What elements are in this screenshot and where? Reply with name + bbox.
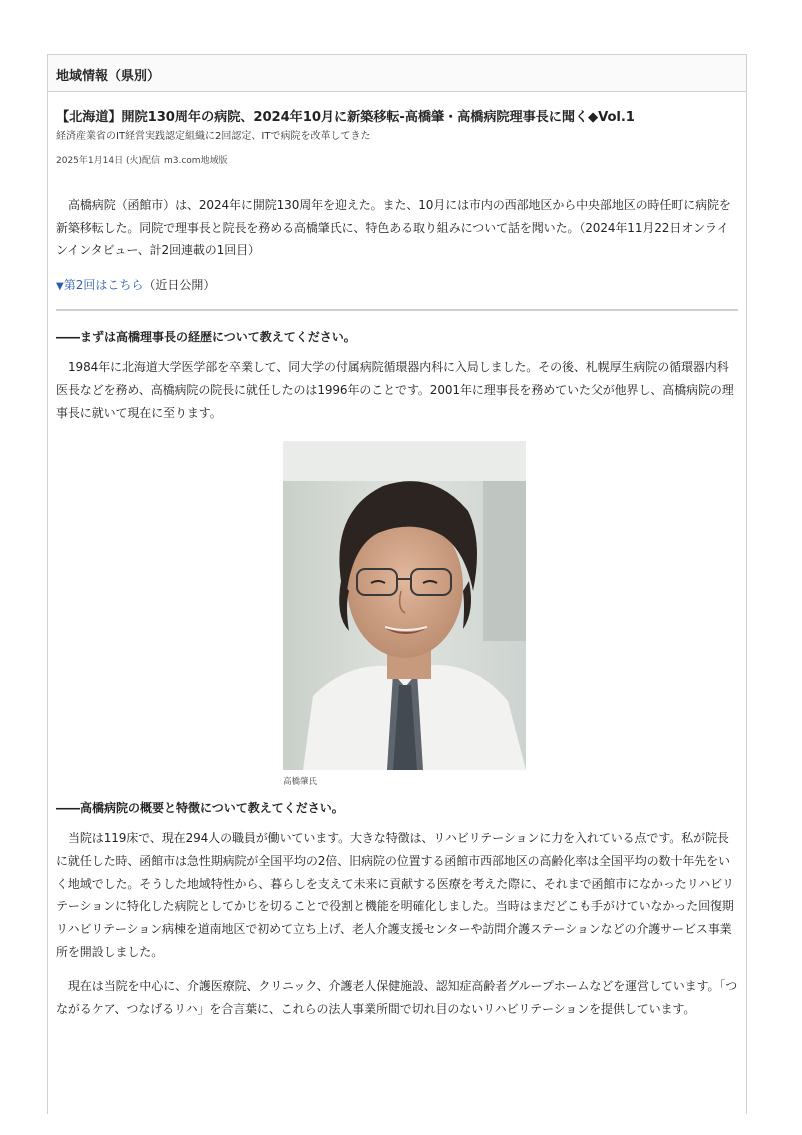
article-meta (56, 155, 738, 167)
answer-1: 1984年に北海道大学医学部を卒業して、同大学の付属病院循環器内科に入局しました。その後、札幌厚生病院の循環器内科医長などを務め、高橋病院の院長に就任したのは1996年のことです。2001年に理事長を務めていた父が他界し、高橋病院の理事長に就いて現在に至ります。 (56, 360, 734, 420)
content-frame (47, 54, 747, 1114)
divider (56, 309, 738, 311)
next-part-note: （近日公開） (143, 278, 216, 293)
next-part-row (56, 276, 738, 296)
section-header: 地域情報（県別） (48, 55, 746, 92)
portrait-figure (283, 441, 526, 788)
article-title: 【北海道】開院130周年の病院、2024年10月に新築移転-高橋肇・高橋病院理事長に聞く◆Vol.1 (56, 110, 635, 125)
question-2: ――高橋病院の概要と特徴について教えてください。 (56, 801, 344, 816)
question-1: ――まずは高橋理事長の経歴について教えてください。 (56, 330, 356, 345)
photo-caption: 高橋肇氏 (283, 777, 318, 788)
source-label: m3.com地域版 (163, 156, 228, 166)
answer-2: 当院は119床で、現在294人の職員が働いています。大きな特徴は、リハビリテーションに力を入れている点です。私が院長に就任した時、函館市は急性期病院が全国平均の2倍、旧病院の位置する函館市西部地区の高齢化率は全国平均の数十年先をいく地域でした。そうした地域特性から、暮らしを支えて未来に貢献する医療を考えた際に、それまで函館市になかったリハビリテーションに特化した病院としてかじを切ることで役割と機能を明確化しました。当時はまだどこも手がけていなかった回復期リハビリテーション病棟を道南地区で初めて立ち上げ、老人介護支援センターや訪問介護ステーションなどの介護サービス事業所を開設しました。 (56, 831, 734, 959)
next-part-link[interactable]: 第2回はこちら (63, 278, 144, 293)
lead-paragraph: 高橋病院（函館市）は、2024年に開院130周年を迎えた。また、10月には市内の西部地区から中央部地区の時任町に病院を新築移転した。同院で理事長と院長を務める高橋肇氏に、特色ある取り組みについて話を聞いた。（2024年11月22日オンラインインタビュー、計2回連載の1回目） (56, 198, 731, 258)
answer-3: 現在は当院を中心に、介護医療院、クリニック、介護老人保健施設、認知症高齢者グループホームなどを運営しています。「つながるケア、つなげるリハ」を合言葉に、これらの法人事業所間で切れ目のないリハビリテーションを提供しています。 (56, 979, 738, 1017)
publish-date: 2025年1月14日 (火)配信 (56, 156, 160, 166)
portrait-photo (283, 441, 526, 770)
article (48, 109, 746, 1021)
triangle-down-icon: ▼ (56, 281, 64, 293)
article-subtitle: 経済産業省のIT経営実践認定組織に2回認定、ITで病院を改革してきた (56, 131, 371, 142)
